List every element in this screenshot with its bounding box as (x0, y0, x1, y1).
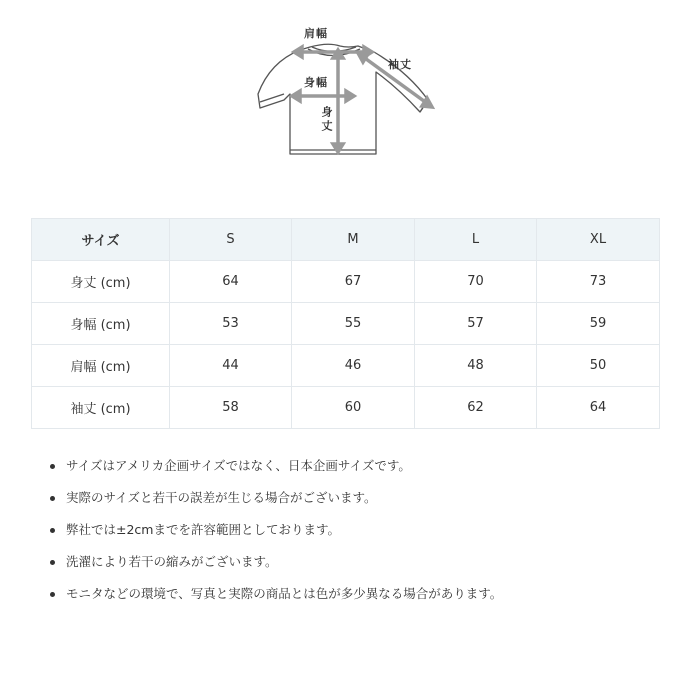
table-cell: 53 (170, 303, 292, 345)
table-cell: 44 (170, 345, 292, 387)
list-item: 弊社では±2cmまでを許容範囲としております。 (48, 518, 502, 550)
row-label: 身幅 (cm) (32, 303, 170, 345)
shirt-illustration (248, 22, 448, 162)
length-label: 身丈 (320, 106, 333, 134)
row-label: 肩幅 (cm) (32, 345, 170, 387)
table-cell: 67 (292, 261, 415, 303)
table-cell: 50 (537, 345, 660, 387)
table-cell: 57 (415, 303, 537, 345)
table-cell: 64 (537, 387, 660, 429)
list-item: モニタなどの環境で、写真と実際の商品とは色が多少異なる場合があります。 (48, 582, 502, 614)
table-cell: 46 (292, 345, 415, 387)
table-row (32, 303, 660, 345)
table-cell: 59 (537, 303, 660, 345)
table-cell: 64 (170, 261, 292, 303)
table-cell: 48 (415, 345, 537, 387)
list-item: 洗濯により若干の縮みがございます。 (48, 550, 502, 582)
size-header-l: L (415, 219, 537, 261)
chest-label: 身幅 (304, 76, 328, 89)
table-row (32, 261, 660, 303)
table-header-row (32, 219, 660, 261)
size-header-s: S (170, 219, 292, 261)
list-item: 実際のサイズと若干の誤差が生じる場合がございます。 (48, 486, 502, 518)
size-header-xl: XL (537, 219, 660, 261)
table-cell: 73 (537, 261, 660, 303)
list-item: サイズはアメリカ企画サイズではなく、日本企画サイズです。 (48, 454, 502, 486)
size-table (31, 218, 660, 429)
table-cell: 60 (292, 387, 415, 429)
size-diagram (248, 22, 448, 162)
row-label: 袖丈 (cm) (32, 387, 170, 429)
sleeve-label: 袖丈 (388, 58, 412, 71)
table-row (32, 345, 660, 387)
notes-list (48, 454, 502, 614)
size-header-label: サイズ (32, 219, 170, 261)
size-header-m: M (292, 219, 415, 261)
table-cell: 58 (170, 387, 292, 429)
table-cell: 62 (415, 387, 537, 429)
table-cell: 55 (292, 303, 415, 345)
row-label: 身丈 (cm) (32, 261, 170, 303)
shoulder-label: 肩幅 (304, 27, 328, 40)
table-cell: 70 (415, 261, 537, 303)
table-row (32, 387, 660, 429)
